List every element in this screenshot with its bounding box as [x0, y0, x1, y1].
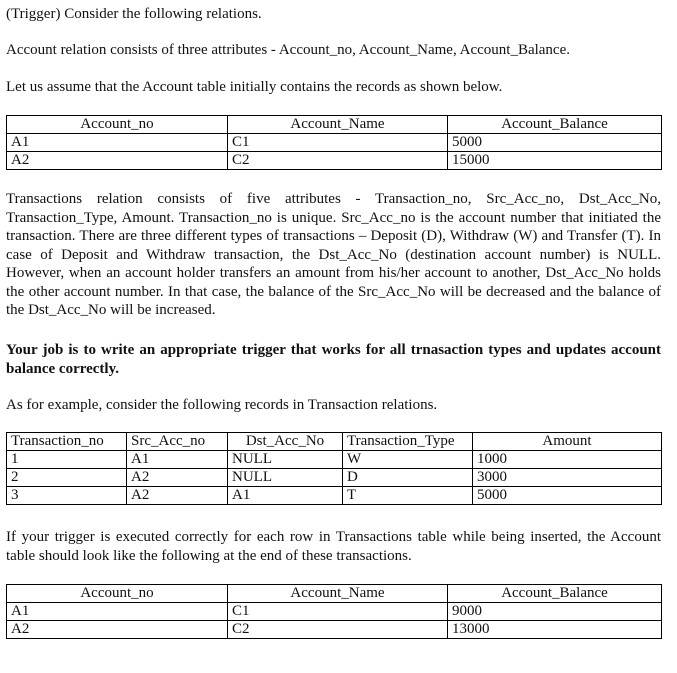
table-row — [7, 603, 662, 621]
table-cell: A2 — [7, 152, 228, 170]
column-header: Account_Balance — [448, 116, 662, 134]
table-cell: A1 — [7, 134, 228, 152]
account-relation-description: Account relation consists of three attributes - Account_no, Account_Name, Account_Balance. — [6, 42, 571, 58]
column-header: Src_Acc_no — [127, 433, 228, 451]
table-row — [7, 451, 662, 469]
table-cell: 2 — [7, 469, 127, 487]
transactions-table — [6, 432, 662, 505]
table-cell: 5000 — [473, 487, 662, 505]
table-cell: C2 — [228, 621, 448, 639]
intro-text: (Trigger) Consider the following relations. — [6, 6, 262, 22]
table-cell: W — [343, 451, 473, 469]
table-cell: T — [343, 487, 473, 505]
column-header: Account_no — [7, 585, 228, 603]
column-header: Account_no — [7, 116, 228, 134]
column-header: Dst_Acc_No — [228, 433, 343, 451]
table-cell: 15000 — [448, 152, 662, 170]
table-cell: A2 — [127, 487, 228, 505]
table-cell: 3000 — [473, 469, 662, 487]
table-cell: C2 — [228, 152, 448, 170]
table-row — [7, 134, 662, 152]
table-cell: A2 — [7, 621, 228, 639]
table-row — [7, 469, 662, 487]
table-cell: A1 — [127, 451, 228, 469]
table-cell: 3 — [7, 487, 127, 505]
column-header: Account_Balance — [448, 585, 662, 603]
result-description: If your trigger is executed correctly for each row in Transactions table while being inserted, the Account table should look like the following at the end of these transactions. — [6, 529, 661, 564]
table-row — [7, 487, 662, 505]
table-cell: A1 — [7, 603, 228, 621]
account-final-table — [6, 584, 662, 639]
column-header: Account_Name — [228, 585, 448, 603]
column-header: Transaction_no — [7, 433, 127, 451]
example-description: As for example, consider the following records in Transaction relations. — [6, 397, 438, 413]
table-cell: 5000 — [448, 134, 662, 152]
task-statement: Your job is to write an appropriate trigger that works for all trnasaction types and updates account balance correctly. — [6, 342, 661, 377]
table-row — [7, 621, 662, 639]
table-row — [7, 152, 662, 170]
table-cell: NULL — [228, 451, 343, 469]
table-cell: A1 — [228, 487, 343, 505]
transactions-relation-description: Transactions relation consists of five attributes - Transaction_no, Src_Acc_no, Dst_Acc_No, Transaction_Type, Amount. Transaction_no is unique. Src_Acc_no is the account number that initiated the transaction. There are three different types of transactions – Deposit (D), Withdraw (W) and Transfer (T). In case of Deposit and Withdraw transaction, the Dst_Acc_No (destination account number) is NULL. However, when an account holder transfers an amount from his/her account to another, Dst_Acc_No holds the other account number. In that case, the balance of the Src_Acc_No will be decreased and the balance of the Dst_Acc_No will be increased. — [6, 191, 661, 318]
table-cell: NULL — [228, 469, 343, 487]
table-header-row — [7, 433, 662, 451]
account-initial-table — [6, 115, 662, 170]
table-cell: D — [343, 469, 473, 487]
table-header-row — [7, 585, 662, 603]
table-cell: C1 — [228, 134, 448, 152]
table-cell: 1 — [7, 451, 127, 469]
table-cell: 1000 — [473, 451, 662, 469]
column-header: Transaction_Type — [343, 433, 473, 451]
column-header: Account_Name — [228, 116, 448, 134]
table-header-row — [7, 116, 662, 134]
table-cell: 13000 — [448, 621, 662, 639]
account-initial-description: Let us assume that the Account table initially contains the records as shown below. — [6, 79, 503, 95]
table-cell: C1 — [228, 603, 448, 621]
column-header: Amount — [473, 433, 662, 451]
table-cell: A2 — [127, 469, 228, 487]
table-cell: 9000 — [448, 603, 662, 621]
